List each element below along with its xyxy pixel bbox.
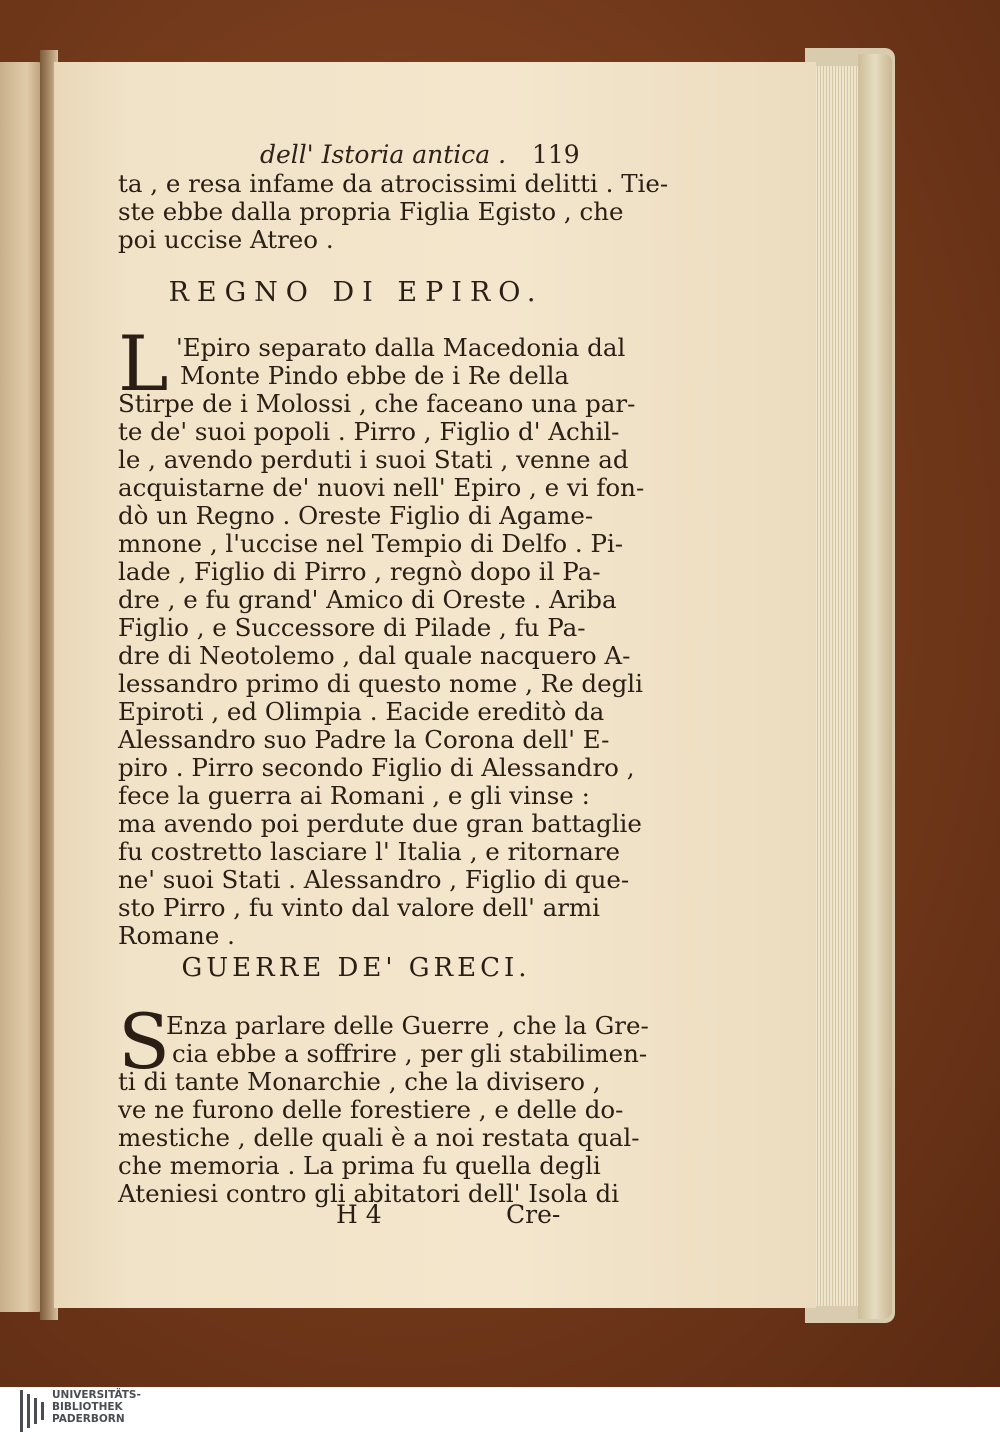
text-line: lessandro primo di questo nome , Re degli <box>118 669 643 698</box>
text-line: ste ebbe dalla propria Figlia Egisto , che <box>118 197 624 226</box>
text-line: cia ebbe a soffrire , per gli stabilimen- <box>172 1039 648 1068</box>
text-line: sto Pirro , fu vinto dal valore dell' armi <box>118 893 600 922</box>
library-logo-text <box>52 1389 252 1425</box>
text-line: dre , e fu grand' Amico di Oreste . Ariba <box>118 585 617 614</box>
text-line: lade , Figlio di Pirro , regnò dopo il Pa- <box>118 557 601 586</box>
text-line: ti di tante Monarchie , che la divisero , <box>118 1067 601 1096</box>
text-line: Figlio , e Successore di Pilade , fu Pa- <box>118 613 586 642</box>
running-head <box>260 140 580 170</box>
logo-line: BIBLIOTHEK <box>52 1401 123 1413</box>
text-line: ve ne furono delle forestiere , e delle do- <box>118 1095 624 1124</box>
text-line: ne' suoi Stati . Alessandro , Figlio di que- <box>118 865 630 894</box>
text-line: dre di Neotolemo , dal quale nacquero A- <box>118 641 631 670</box>
text-line: mnone , l'uccise nel Tempio di Delfo . Pi- <box>118 529 624 558</box>
drop-cap-s: S <box>118 997 171 1086</box>
text-line: Stirpe de i Molossi , che faceano una par- <box>118 389 636 418</box>
drop-cap-l: L <box>118 319 169 408</box>
text-line: ta , e resa infame da atrocissimi delitti . Tie- <box>118 169 669 198</box>
text-line: te de' suoi popoli . Pirro , Figlio d' Achil- <box>118 417 620 446</box>
text-line: Ateniesi contro gli abitatori dell' Isola di <box>118 1179 620 1208</box>
text-line: fece la guerra ai Romani , e gli vinse : <box>118 781 590 810</box>
page-number: 119 <box>532 140 580 169</box>
section-heading-epiro: REGNO DI EPIRO. <box>168 277 544 308</box>
text-line: Epiroti , ed Olimpia . Eacide ereditò da <box>118 697 605 726</box>
text-line: acquistarne de' nuovi nell' Epiro , e vi fon- <box>118 473 645 502</box>
left-page-edge <box>0 62 44 1312</box>
logo-line: UNIVERSITÄTS- <box>52 1389 141 1401</box>
page-edges <box>812 66 858 1306</box>
text-line: Alessandro suo Padre la Corona dell' E- <box>118 725 610 754</box>
text-line: piro . Pirro secondo Figlio di Alessandro , <box>118 753 635 782</box>
text-line: dò un Regno . Oreste Figlio di Agame- <box>118 501 594 530</box>
text-line: poi uccise Atreo . <box>118 225 334 254</box>
running-title: dell' Istoria antica . <box>260 140 507 169</box>
section-heading-guerre: GUERRE DE' GRECI. <box>181 953 531 983</box>
book-cover-right <box>858 54 892 1319</box>
text-line: ma avendo poi perdute due gran battaglie <box>118 809 642 838</box>
text-line: che memoria . La prima fu quella degli <box>118 1151 601 1180</box>
signature-mark: H 4 <box>336 1200 382 1229</box>
text-line: le , avendo perduti i suoi Stati , venne ad <box>118 445 629 474</box>
text-line: mestiche , delle quali è a noi restata qual- <box>118 1123 640 1152</box>
text-line: Enza parlare delle Guerre , che la Gre- <box>166 1011 649 1040</box>
text-line: fu costretto lasciare l' Italia , e ritornare <box>118 837 621 866</box>
catchword: Cre- <box>506 1200 561 1229</box>
library-logo-icon <box>18 1390 48 1432</box>
text-line: Romane . <box>118 921 235 950</box>
text-line: Monte Pindo ebbe de i Re della <box>180 361 570 390</box>
logo-line: PADERBORN <box>52 1413 125 1425</box>
text-line: 'Epiro separato dalla Macedonia dal <box>176 333 626 362</box>
